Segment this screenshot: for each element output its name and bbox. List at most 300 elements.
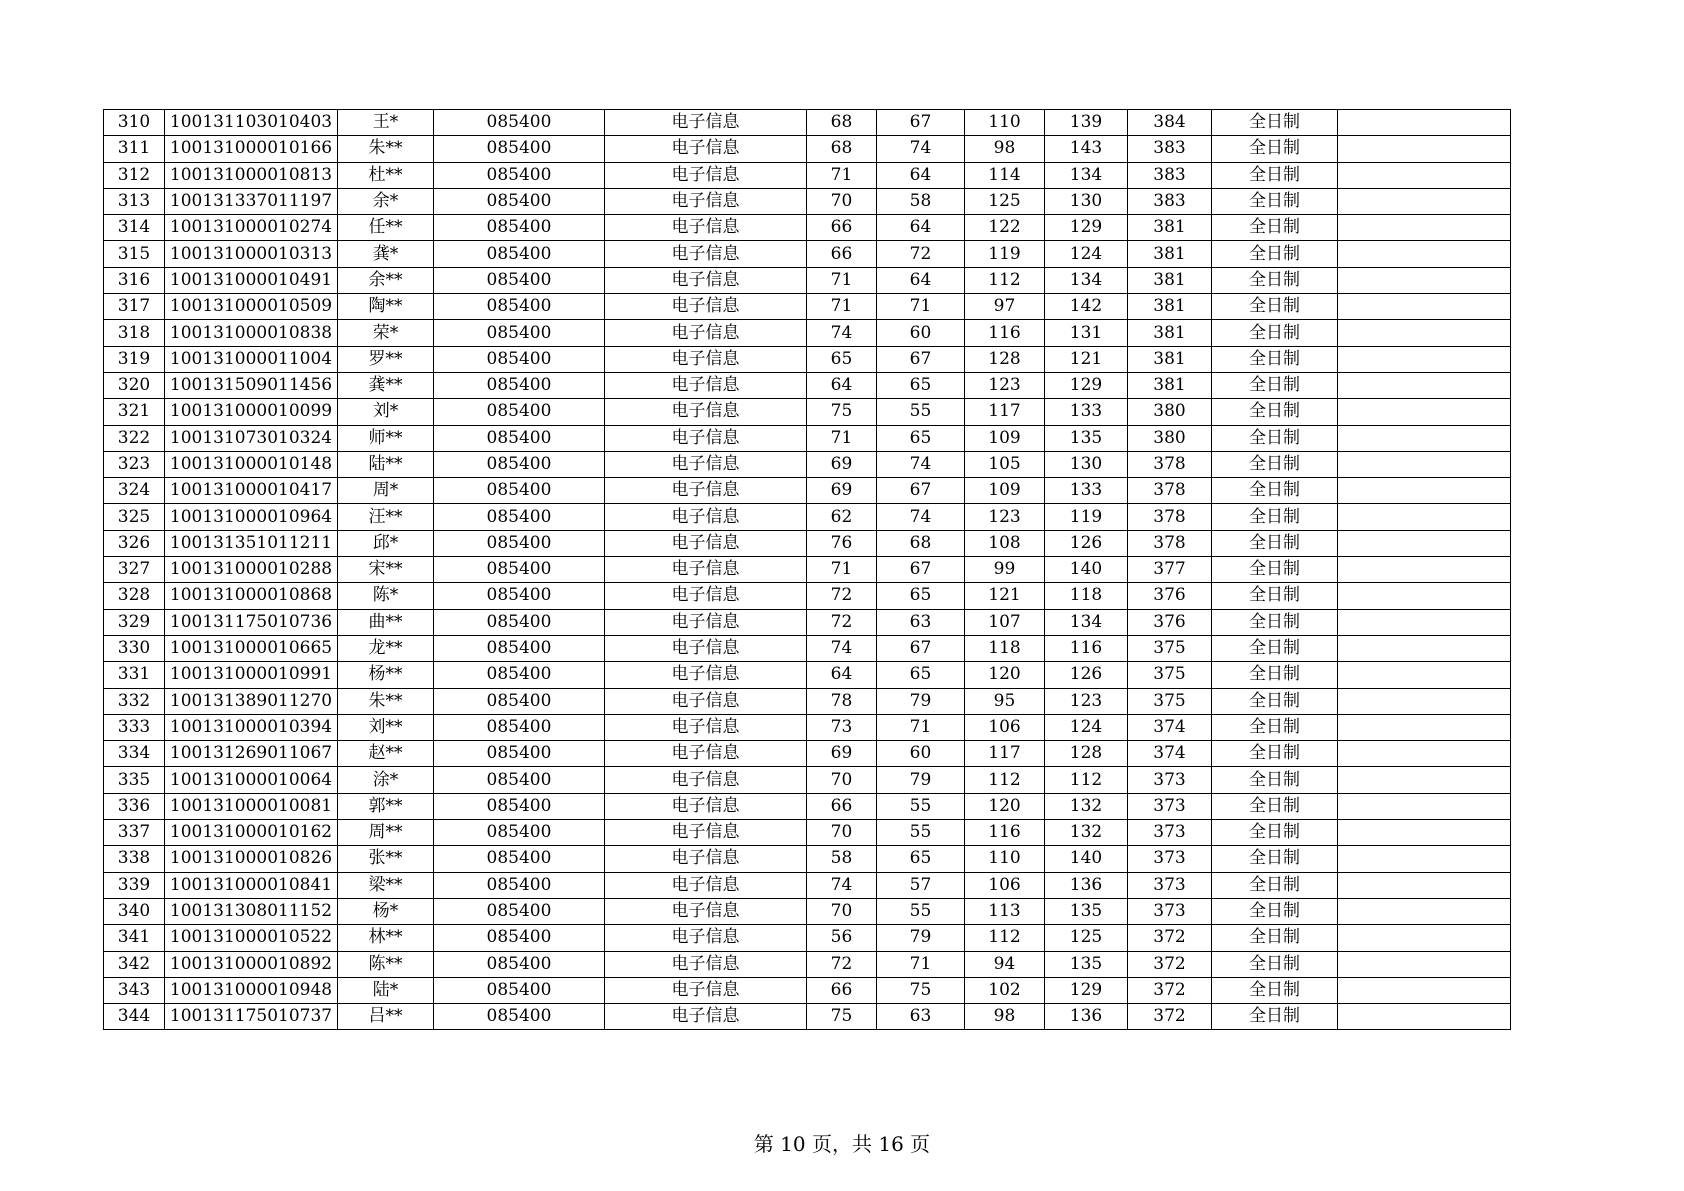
remark-cell <box>1338 241 1511 267</box>
name-cell: 刘* <box>338 399 434 425</box>
politics-score-cell: 78 <box>807 688 877 714</box>
politics-score-cell: 71 <box>807 425 877 451</box>
total-score-cell: 381 <box>1128 215 1212 241</box>
rank-cell: 331 <box>104 662 165 688</box>
exam-id-cell: 100131000010841 <box>165 872 338 898</box>
name-cell: 王* <box>338 110 434 136</box>
rank-cell: 344 <box>104 1004 165 1030</box>
total-score-cell: 373 <box>1128 793 1212 819</box>
remark-cell <box>1338 688 1511 714</box>
subject2-score-cell: 132 <box>1045 820 1128 846</box>
total-score-cell: 381 <box>1128 372 1212 398</box>
english-score-cell: 65 <box>877 372 965 398</box>
subject2-score-cell: 118 <box>1045 583 1128 609</box>
study-mode-cell: 全日制 <box>1212 478 1338 504</box>
english-score-cell: 57 <box>877 872 965 898</box>
remark-cell <box>1338 925 1511 951</box>
major-name-cell: 电子信息 <box>605 583 807 609</box>
rank-cell: 320 <box>104 372 165 398</box>
subject1-score-cell: 102 <box>965 977 1045 1003</box>
remark-cell <box>1338 557 1511 583</box>
page-footer: 第 10 页，共 16 页 <box>753 1132 931 1156</box>
name-cell: 杨** <box>338 662 434 688</box>
major-code-cell: 085400 <box>434 635 605 661</box>
subject2-score-cell: 142 <box>1045 294 1128 320</box>
exam-id-cell: 100131389011270 <box>165 688 338 714</box>
study-mode-cell: 全日制 <box>1212 872 1338 898</box>
table-row <box>104 241 1511 267</box>
exam-id-cell: 100131000010868 <box>165 583 338 609</box>
subject2-score-cell: 129 <box>1045 977 1128 1003</box>
major-name-cell: 电子信息 <box>605 767 807 793</box>
table-row <box>104 793 1511 819</box>
major-code-cell: 085400 <box>434 557 605 583</box>
politics-score-cell: 66 <box>807 215 877 241</box>
rank-cell: 328 <box>104 583 165 609</box>
major-code-cell: 085400 <box>434 530 605 556</box>
rank-cell: 343 <box>104 977 165 1003</box>
exam-id-cell: 100131351011211 <box>165 530 338 556</box>
study-mode-cell: 全日制 <box>1212 951 1338 977</box>
subject1-score-cell: 94 <box>965 951 1045 977</box>
rank-cell: 330 <box>104 635 165 661</box>
major-name-cell: 电子信息 <box>605 557 807 583</box>
major-code-cell: 085400 <box>434 478 605 504</box>
major-name-cell: 电子信息 <box>605 741 807 767</box>
name-cell: 陈** <box>338 951 434 977</box>
politics-score-cell: 69 <box>807 451 877 477</box>
major-name-cell: 电子信息 <box>605 320 807 346</box>
study-mode-cell: 全日制 <box>1212 399 1338 425</box>
exam-id-cell: 100131175010736 <box>165 609 338 635</box>
politics-score-cell: 64 <box>807 372 877 398</box>
study-mode-cell: 全日制 <box>1212 793 1338 819</box>
subject2-score-cell: 129 <box>1045 372 1128 398</box>
study-mode-cell: 全日制 <box>1212 504 1338 530</box>
english-score-cell: 65 <box>877 583 965 609</box>
major-name-cell: 电子信息 <box>605 399 807 425</box>
rank-cell: 329 <box>104 609 165 635</box>
total-score-cell: 373 <box>1128 820 1212 846</box>
rank-cell: 337 <box>104 820 165 846</box>
major-code-cell: 085400 <box>434 162 605 188</box>
total-score-cell: 374 <box>1128 714 1212 740</box>
major-code-cell: 085400 <box>434 741 605 767</box>
major-code-cell: 085400 <box>434 320 605 346</box>
subject1-score-cell: 112 <box>965 925 1045 951</box>
subject2-score-cell: 133 <box>1045 478 1128 504</box>
table-row <box>104 820 1511 846</box>
exam-id-cell: 100131000010313 <box>165 241 338 267</box>
study-mode-cell: 全日制 <box>1212 925 1338 951</box>
rank-cell: 316 <box>104 267 165 293</box>
subject1-score-cell: 118 <box>965 635 1045 661</box>
politics-score-cell: 74 <box>807 635 877 661</box>
study-mode-cell: 全日制 <box>1212 136 1338 162</box>
major-name-cell: 电子信息 <box>605 846 807 872</box>
rank-cell: 314 <box>104 215 165 241</box>
exam-id-cell: 100131509011456 <box>165 372 338 398</box>
subject2-score-cell: 116 <box>1045 635 1128 661</box>
major-code-cell: 085400 <box>434 110 605 136</box>
subject1-score-cell: 109 <box>965 478 1045 504</box>
subject2-score-cell: 124 <box>1045 241 1128 267</box>
politics-score-cell: 62 <box>807 504 877 530</box>
exam-id-cell: 100131000010964 <box>165 504 338 530</box>
rank-cell: 324 <box>104 478 165 504</box>
english-score-cell: 79 <box>877 925 965 951</box>
exam-id-cell: 100131000011004 <box>165 346 338 372</box>
subject1-score-cell: 116 <box>965 320 1045 346</box>
subject2-score-cell: 140 <box>1045 846 1128 872</box>
major-name-cell: 电子信息 <box>605 188 807 214</box>
politics-score-cell: 72 <box>807 609 877 635</box>
study-mode-cell: 全日制 <box>1212 977 1338 1003</box>
name-cell: 陆** <box>338 451 434 477</box>
subject1-score-cell: 105 <box>965 451 1045 477</box>
table-row <box>104 557 1511 583</box>
table-row <box>104 741 1511 767</box>
name-cell: 龚** <box>338 372 434 398</box>
total-score-cell: 378 <box>1128 451 1212 477</box>
name-cell: 龚* <box>338 241 434 267</box>
study-mode-cell: 全日制 <box>1212 898 1338 924</box>
politics-score-cell: 70 <box>807 898 877 924</box>
major-name-cell: 电子信息 <box>605 478 807 504</box>
major-name-cell: 电子信息 <box>605 136 807 162</box>
remark-cell <box>1338 793 1511 819</box>
total-score-cell: 383 <box>1128 136 1212 162</box>
major-code-cell: 085400 <box>434 951 605 977</box>
major-name-cell: 电子信息 <box>605 898 807 924</box>
major-code-cell: 085400 <box>434 504 605 530</box>
name-cell: 梁** <box>338 872 434 898</box>
major-name-cell: 电子信息 <box>605 662 807 688</box>
major-code-cell: 085400 <box>434 425 605 451</box>
remark-cell <box>1338 662 1511 688</box>
table-row <box>104 215 1511 241</box>
english-score-cell: 55 <box>877 898 965 924</box>
total-score-cell: 381 <box>1128 294 1212 320</box>
exam-id-cell: 100131000010064 <box>165 767 338 793</box>
english-score-cell: 65 <box>877 846 965 872</box>
english-score-cell: 72 <box>877 241 965 267</box>
politics-score-cell: 66 <box>807 977 877 1003</box>
name-cell: 邱* <box>338 530 434 556</box>
politics-score-cell: 68 <box>807 110 877 136</box>
name-cell: 朱** <box>338 688 434 714</box>
english-score-cell: 55 <box>877 793 965 819</box>
rank-cell: 322 <box>104 425 165 451</box>
name-cell: 林** <box>338 925 434 951</box>
english-score-cell: 60 <box>877 320 965 346</box>
subject2-score-cell: 130 <box>1045 451 1128 477</box>
exam-id-cell: 100131000010522 <box>165 925 338 951</box>
subject2-score-cell: 143 <box>1045 136 1128 162</box>
name-cell: 杜** <box>338 162 434 188</box>
study-mode-cell: 全日制 <box>1212 688 1338 714</box>
total-score-cell: 372 <box>1128 1004 1212 1030</box>
study-mode-cell: 全日制 <box>1212 741 1338 767</box>
total-score-cell: 380 <box>1128 425 1212 451</box>
total-score-cell: 378 <box>1128 530 1212 556</box>
politics-score-cell: 68 <box>807 136 877 162</box>
study-mode-cell: 全日制 <box>1212 820 1338 846</box>
table-row <box>104 451 1511 477</box>
study-mode-cell: 全日制 <box>1212 557 1338 583</box>
remark-cell <box>1338 898 1511 924</box>
major-name-cell: 电子信息 <box>605 714 807 740</box>
name-cell: 吕** <box>338 1004 434 1030</box>
major-name-cell: 电子信息 <box>605 372 807 398</box>
subject1-score-cell: 120 <box>965 793 1045 819</box>
exam-id-cell: 100131269011067 <box>165 741 338 767</box>
english-score-cell: 65 <box>877 425 965 451</box>
major-code-cell: 085400 <box>434 662 605 688</box>
english-score-cell: 71 <box>877 951 965 977</box>
remark-cell <box>1338 188 1511 214</box>
table-row <box>104 478 1511 504</box>
subject2-score-cell: 132 <box>1045 793 1128 819</box>
rank-cell: 338 <box>104 846 165 872</box>
english-score-cell: 71 <box>877 294 965 320</box>
exam-id-cell: 100131000010665 <box>165 635 338 661</box>
exam-id-cell: 100131000010099 <box>165 399 338 425</box>
exam-id-cell: 100131000010892 <box>165 951 338 977</box>
rank-cell: 327 <box>104 557 165 583</box>
subject2-score-cell: 135 <box>1045 898 1128 924</box>
rank-cell: 317 <box>104 294 165 320</box>
exam-id-cell: 100131103010403 <box>165 110 338 136</box>
rank-cell: 323 <box>104 451 165 477</box>
politics-score-cell: 69 <box>807 741 877 767</box>
politics-score-cell: 70 <box>807 767 877 793</box>
english-score-cell: 64 <box>877 267 965 293</box>
politics-score-cell: 58 <box>807 846 877 872</box>
total-score-cell: 384 <box>1128 110 1212 136</box>
rank-cell: 336 <box>104 793 165 819</box>
rank-cell: 312 <box>104 162 165 188</box>
major-code-cell: 085400 <box>434 898 605 924</box>
subject1-score-cell: 106 <box>965 872 1045 898</box>
subject1-score-cell: 110 <box>965 846 1045 872</box>
politics-score-cell: 75 <box>807 1004 877 1030</box>
exam-id-cell: 100131000010826 <box>165 846 338 872</box>
major-name-cell: 电子信息 <box>605 241 807 267</box>
table-row <box>104 294 1511 320</box>
study-mode-cell: 全日制 <box>1212 320 1338 346</box>
major-code-cell: 085400 <box>434 583 605 609</box>
table-row <box>104 925 1511 951</box>
remark-cell <box>1338 294 1511 320</box>
politics-score-cell: 74 <box>807 872 877 898</box>
subject1-score-cell: 107 <box>965 609 1045 635</box>
major-name-cell: 电子信息 <box>605 609 807 635</box>
table-row <box>104 846 1511 872</box>
subject1-score-cell: 98 <box>965 136 1045 162</box>
name-cell: 荣* <box>338 320 434 346</box>
politics-score-cell: 69 <box>807 478 877 504</box>
name-cell: 杨* <box>338 898 434 924</box>
english-score-cell: 60 <box>877 741 965 767</box>
politics-score-cell: 71 <box>807 557 877 583</box>
table-row <box>104 872 1511 898</box>
subject1-score-cell: 117 <box>965 399 1045 425</box>
table-row <box>104 162 1511 188</box>
major-code-cell: 085400 <box>434 451 605 477</box>
subject2-score-cell: 131 <box>1045 320 1128 346</box>
study-mode-cell: 全日制 <box>1212 635 1338 661</box>
name-cell: 宋** <box>338 557 434 583</box>
subject2-score-cell: 134 <box>1045 609 1128 635</box>
remark-cell <box>1338 451 1511 477</box>
remark-cell <box>1338 399 1511 425</box>
exam-id-cell: 100131337011197 <box>165 188 338 214</box>
subject1-score-cell: 117 <box>965 741 1045 767</box>
major-code-cell: 085400 <box>434 215 605 241</box>
remark-cell <box>1338 425 1511 451</box>
subject2-score-cell: 119 <box>1045 504 1128 530</box>
study-mode-cell: 全日制 <box>1212 241 1338 267</box>
major-code-cell: 085400 <box>434 609 605 635</box>
politics-score-cell: 56 <box>807 925 877 951</box>
major-code-cell: 085400 <box>434 820 605 846</box>
politics-score-cell: 64 <box>807 662 877 688</box>
subject2-score-cell: 136 <box>1045 1004 1128 1030</box>
rank-cell: 319 <box>104 346 165 372</box>
subject2-score-cell: 134 <box>1045 267 1128 293</box>
table-row <box>104 136 1511 162</box>
major-name-cell: 电子信息 <box>605 1004 807 1030</box>
rank-cell: 332 <box>104 688 165 714</box>
subject2-score-cell: 133 <box>1045 399 1128 425</box>
remark-cell <box>1338 977 1511 1003</box>
major-code-cell: 085400 <box>434 1004 605 1030</box>
total-score-cell: 378 <box>1128 504 1212 530</box>
score-table <box>103 109 1511 1030</box>
remark-cell <box>1338 635 1511 661</box>
remark-cell <box>1338 267 1511 293</box>
subject1-score-cell: 113 <box>965 898 1045 924</box>
name-cell: 赵** <box>338 741 434 767</box>
politics-score-cell: 65 <box>807 346 877 372</box>
remark-cell <box>1338 609 1511 635</box>
remark-cell <box>1338 320 1511 346</box>
subject2-score-cell: 121 <box>1045 346 1128 372</box>
table-row <box>104 399 1511 425</box>
subject1-score-cell: 112 <box>965 267 1045 293</box>
subject2-score-cell: 125 <box>1045 925 1128 951</box>
name-cell: 郭** <box>338 793 434 819</box>
english-score-cell: 63 <box>877 1004 965 1030</box>
exam-id-cell: 100131073010324 <box>165 425 338 451</box>
name-cell: 任** <box>338 215 434 241</box>
major-name-cell: 电子信息 <box>605 451 807 477</box>
subject2-score-cell: 126 <box>1045 662 1128 688</box>
table-row <box>104 425 1511 451</box>
subject1-score-cell: 108 <box>965 530 1045 556</box>
english-score-cell: 74 <box>877 451 965 477</box>
table-row <box>104 767 1511 793</box>
exam-id-cell: 100131000010991 <box>165 662 338 688</box>
subject2-score-cell: 128 <box>1045 741 1128 767</box>
total-score-cell: 381 <box>1128 241 1212 267</box>
total-score-cell: 376 <box>1128 609 1212 635</box>
major-name-cell: 电子信息 <box>605 925 807 951</box>
study-mode-cell: 全日制 <box>1212 583 1338 609</box>
english-score-cell: 67 <box>877 635 965 661</box>
major-name-cell: 电子信息 <box>605 530 807 556</box>
exam-id-cell: 100131000010509 <box>165 294 338 320</box>
study-mode-cell: 全日制 <box>1212 425 1338 451</box>
total-score-cell: 373 <box>1128 767 1212 793</box>
subject2-score-cell: 112 <box>1045 767 1128 793</box>
table-row <box>104 635 1511 661</box>
major-code-cell: 085400 <box>434 846 605 872</box>
table-row <box>104 530 1511 556</box>
remark-cell <box>1338 872 1511 898</box>
total-score-cell: 378 <box>1128 478 1212 504</box>
table-row <box>104 977 1511 1003</box>
remark-cell <box>1338 136 1511 162</box>
major-name-cell: 电子信息 <box>605 635 807 661</box>
major-name-cell: 电子信息 <box>605 294 807 320</box>
name-cell: 余** <box>338 267 434 293</box>
rank-cell: 326 <box>104 530 165 556</box>
subject1-score-cell: 125 <box>965 188 1045 214</box>
politics-score-cell: 72 <box>807 583 877 609</box>
rank-cell: 310 <box>104 110 165 136</box>
major-name-cell: 电子信息 <box>605 215 807 241</box>
major-code-cell: 085400 <box>434 346 605 372</box>
subject1-score-cell: 109 <box>965 425 1045 451</box>
subject2-score-cell: 135 <box>1045 425 1128 451</box>
exam-id-cell: 100131175010737 <box>165 1004 338 1030</box>
major-code-cell: 085400 <box>434 714 605 740</box>
major-code-cell: 085400 <box>434 241 605 267</box>
english-score-cell: 74 <box>877 136 965 162</box>
table-row <box>104 898 1511 924</box>
study-mode-cell: 全日制 <box>1212 346 1338 372</box>
table-row <box>104 267 1511 293</box>
major-code-cell: 085400 <box>434 372 605 398</box>
table-row <box>104 110 1511 136</box>
subject2-score-cell: 139 <box>1045 110 1128 136</box>
politics-score-cell: 73 <box>807 714 877 740</box>
rank-cell: 321 <box>104 399 165 425</box>
subject1-score-cell: 123 <box>965 372 1045 398</box>
subject2-score-cell: 126 <box>1045 530 1128 556</box>
name-cell: 涂* <box>338 767 434 793</box>
english-score-cell: 67 <box>877 110 965 136</box>
remark-cell <box>1338 162 1511 188</box>
subject2-score-cell: 129 <box>1045 215 1128 241</box>
english-score-cell: 64 <box>877 215 965 241</box>
major-code-cell: 085400 <box>434 977 605 1003</box>
english-score-cell: 63 <box>877 609 965 635</box>
exam-id-cell: 100131000010148 <box>165 451 338 477</box>
table-row <box>104 372 1511 398</box>
exam-id-cell: 100131000010394 <box>165 714 338 740</box>
english-score-cell: 58 <box>877 188 965 214</box>
remark-cell <box>1338 846 1511 872</box>
table-row <box>104 346 1511 372</box>
subject2-score-cell: 135 <box>1045 951 1128 977</box>
rank-cell: 318 <box>104 320 165 346</box>
remark-cell <box>1338 504 1511 530</box>
study-mode-cell: 全日制 <box>1212 846 1338 872</box>
rank-cell: 333 <box>104 714 165 740</box>
